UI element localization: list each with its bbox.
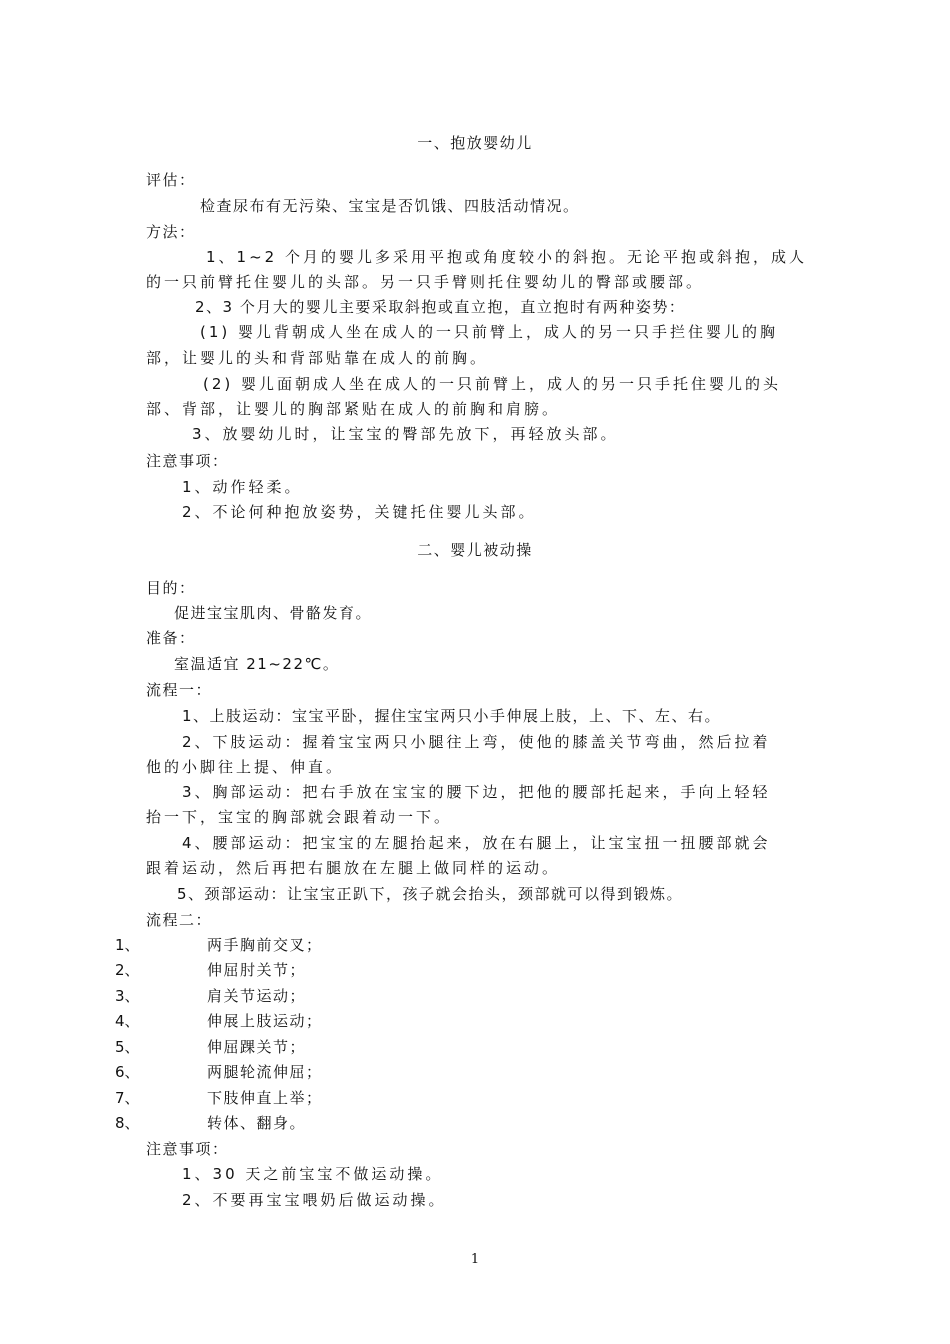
flow2-item-number: 3、 <box>115 987 140 1005</box>
flow2-item-text: 下肢伸直上举； <box>207 1089 323 1107</box>
flow2-item-number: 5、 <box>115 1038 140 1056</box>
flow2-item-number: 1、 <box>115 936 140 954</box>
flow2-item-text: 肩关节运动； <box>207 987 307 1005</box>
flow2-item-text: 转体、翻身。 <box>207 1114 307 1132</box>
flow1-item1: 1、上肢运动：宝宝平卧，握住宝宝两只小手伸展上肢，上、下、左、右。 <box>182 707 722 725</box>
flow2-label: 流程二： <box>146 911 213 929</box>
flow2-item-text: 两手胸前交叉； <box>207 936 323 954</box>
prep-text: 室温适宜 21~22℃。 <box>174 655 340 673</box>
flow2-item-number: 6、 <box>115 1063 140 1081</box>
flow1-item4-line1: 4、腰部运动：把宝宝的左腿抬起来，放在右腿上，让宝宝扭一扭腰部就会 <box>182 834 771 852</box>
flow1-item3-line2: 抬一下，宝宝的胸部就会跟着动一下。 <box>146 808 453 826</box>
method-2: 2、3 个月大的婴儿主要采取斜抱或直立抱，直立抱时有两种姿势： <box>195 298 686 316</box>
flow2-item-text: 伸屈肘关节； <box>207 961 307 979</box>
notes2-item1: 1、30 天之前宝宝不做运动操。 <box>182 1165 444 1183</box>
method-label: 方法： <box>146 223 196 241</box>
flow2-item-number: 7、 <box>115 1089 140 1107</box>
section1-title: 一、抱放婴幼儿 <box>417 134 533 152</box>
method-3: 3、放婴幼儿时，让宝宝的臀部先放下，再轻放头部。 <box>192 425 619 443</box>
notes1-item1: 1、动作轻柔。 <box>182 478 303 496</box>
method-1-line2: 的一只前臂托住婴儿的头部。另一只手臂则托住婴幼儿的臀部或腰部。 <box>146 273 705 291</box>
flow2-item-number: 8、 <box>115 1114 140 1132</box>
flow1-label: 流程一： <box>146 681 213 699</box>
purpose-text: 促进宝宝肌肉、骨骼发育。 <box>174 604 373 622</box>
purpose-label: 目的： <box>146 579 196 597</box>
assessment-text: 检查尿布有无污染、宝宝是否饥饿、四肢活动情况。 <box>200 197 580 215</box>
notes1-item2: 2、不论何种抱放姿势，关键托住婴儿头部。 <box>182 503 537 521</box>
notes2-label: 注意事项： <box>146 1140 229 1158</box>
flow1-item2-line1: 2、下肢运动：握着宝宝两只小腿往上弯，使他的膝盖关节弯曲，然后拉着 <box>182 733 771 751</box>
method-2a-line2: 部，让婴儿的头和背部贴靠在成人的前胸。 <box>146 349 489 367</box>
flow2-item-number: 2、 <box>115 961 140 979</box>
page-number: 1 <box>470 1252 480 1267</box>
flow1-item2-line2: 他的小脚往上提、伸直。 <box>146 758 345 776</box>
notes1-label: 注意事项： <box>146 452 229 470</box>
method-2a-line1: (1) 婴儿背朝成人坐在成人的一只前臂上，成人的另一只手拦住婴儿的胸 <box>200 323 779 341</box>
flow1-item5: 5、颈部运动：让宝宝正趴下，孩子就会抬头，颈部就可以得到锻炼。 <box>177 885 684 903</box>
flow2-item-number: 4、 <box>115 1012 140 1030</box>
section2-title: 二、婴儿被动操 <box>417 541 533 559</box>
prep-label: 准备： <box>146 629 196 647</box>
method-1-line1: 1、1~2 个月的婴儿多采用平抱或角度较小的斜抱。无论平抱或斜抱，成人 <box>206 248 807 266</box>
flow1-item4-line2: 跟着运动，然后再把右腿放在左腿上做同样的运动。 <box>146 859 561 877</box>
assessment-label: 评估： <box>146 171 196 189</box>
method-2b-line1: (2) 婴儿面朝成人坐在成人的一只前臂上，成人的另一只手托住婴儿的头 <box>203 375 782 393</box>
notes2-item2: 2、不要再宝宝喂奶后做运动操。 <box>182 1191 447 1209</box>
method-2b-line2: 部、背部，让婴儿的胸部紧贴在成人的前胸和肩膀。 <box>146 400 561 418</box>
flow1-item3-line1: 3、胸部运动：把右手放在宝宝的腰下边，把他的腰部托起来，手向上轻轻 <box>182 783 771 801</box>
flow2-item-text: 伸展上肢运动； <box>207 1012 323 1030</box>
flow2-item-text: 两腿轮流伸屈； <box>207 1063 323 1081</box>
flow2-item-text: 伸屈踝关节； <box>207 1038 307 1056</box>
